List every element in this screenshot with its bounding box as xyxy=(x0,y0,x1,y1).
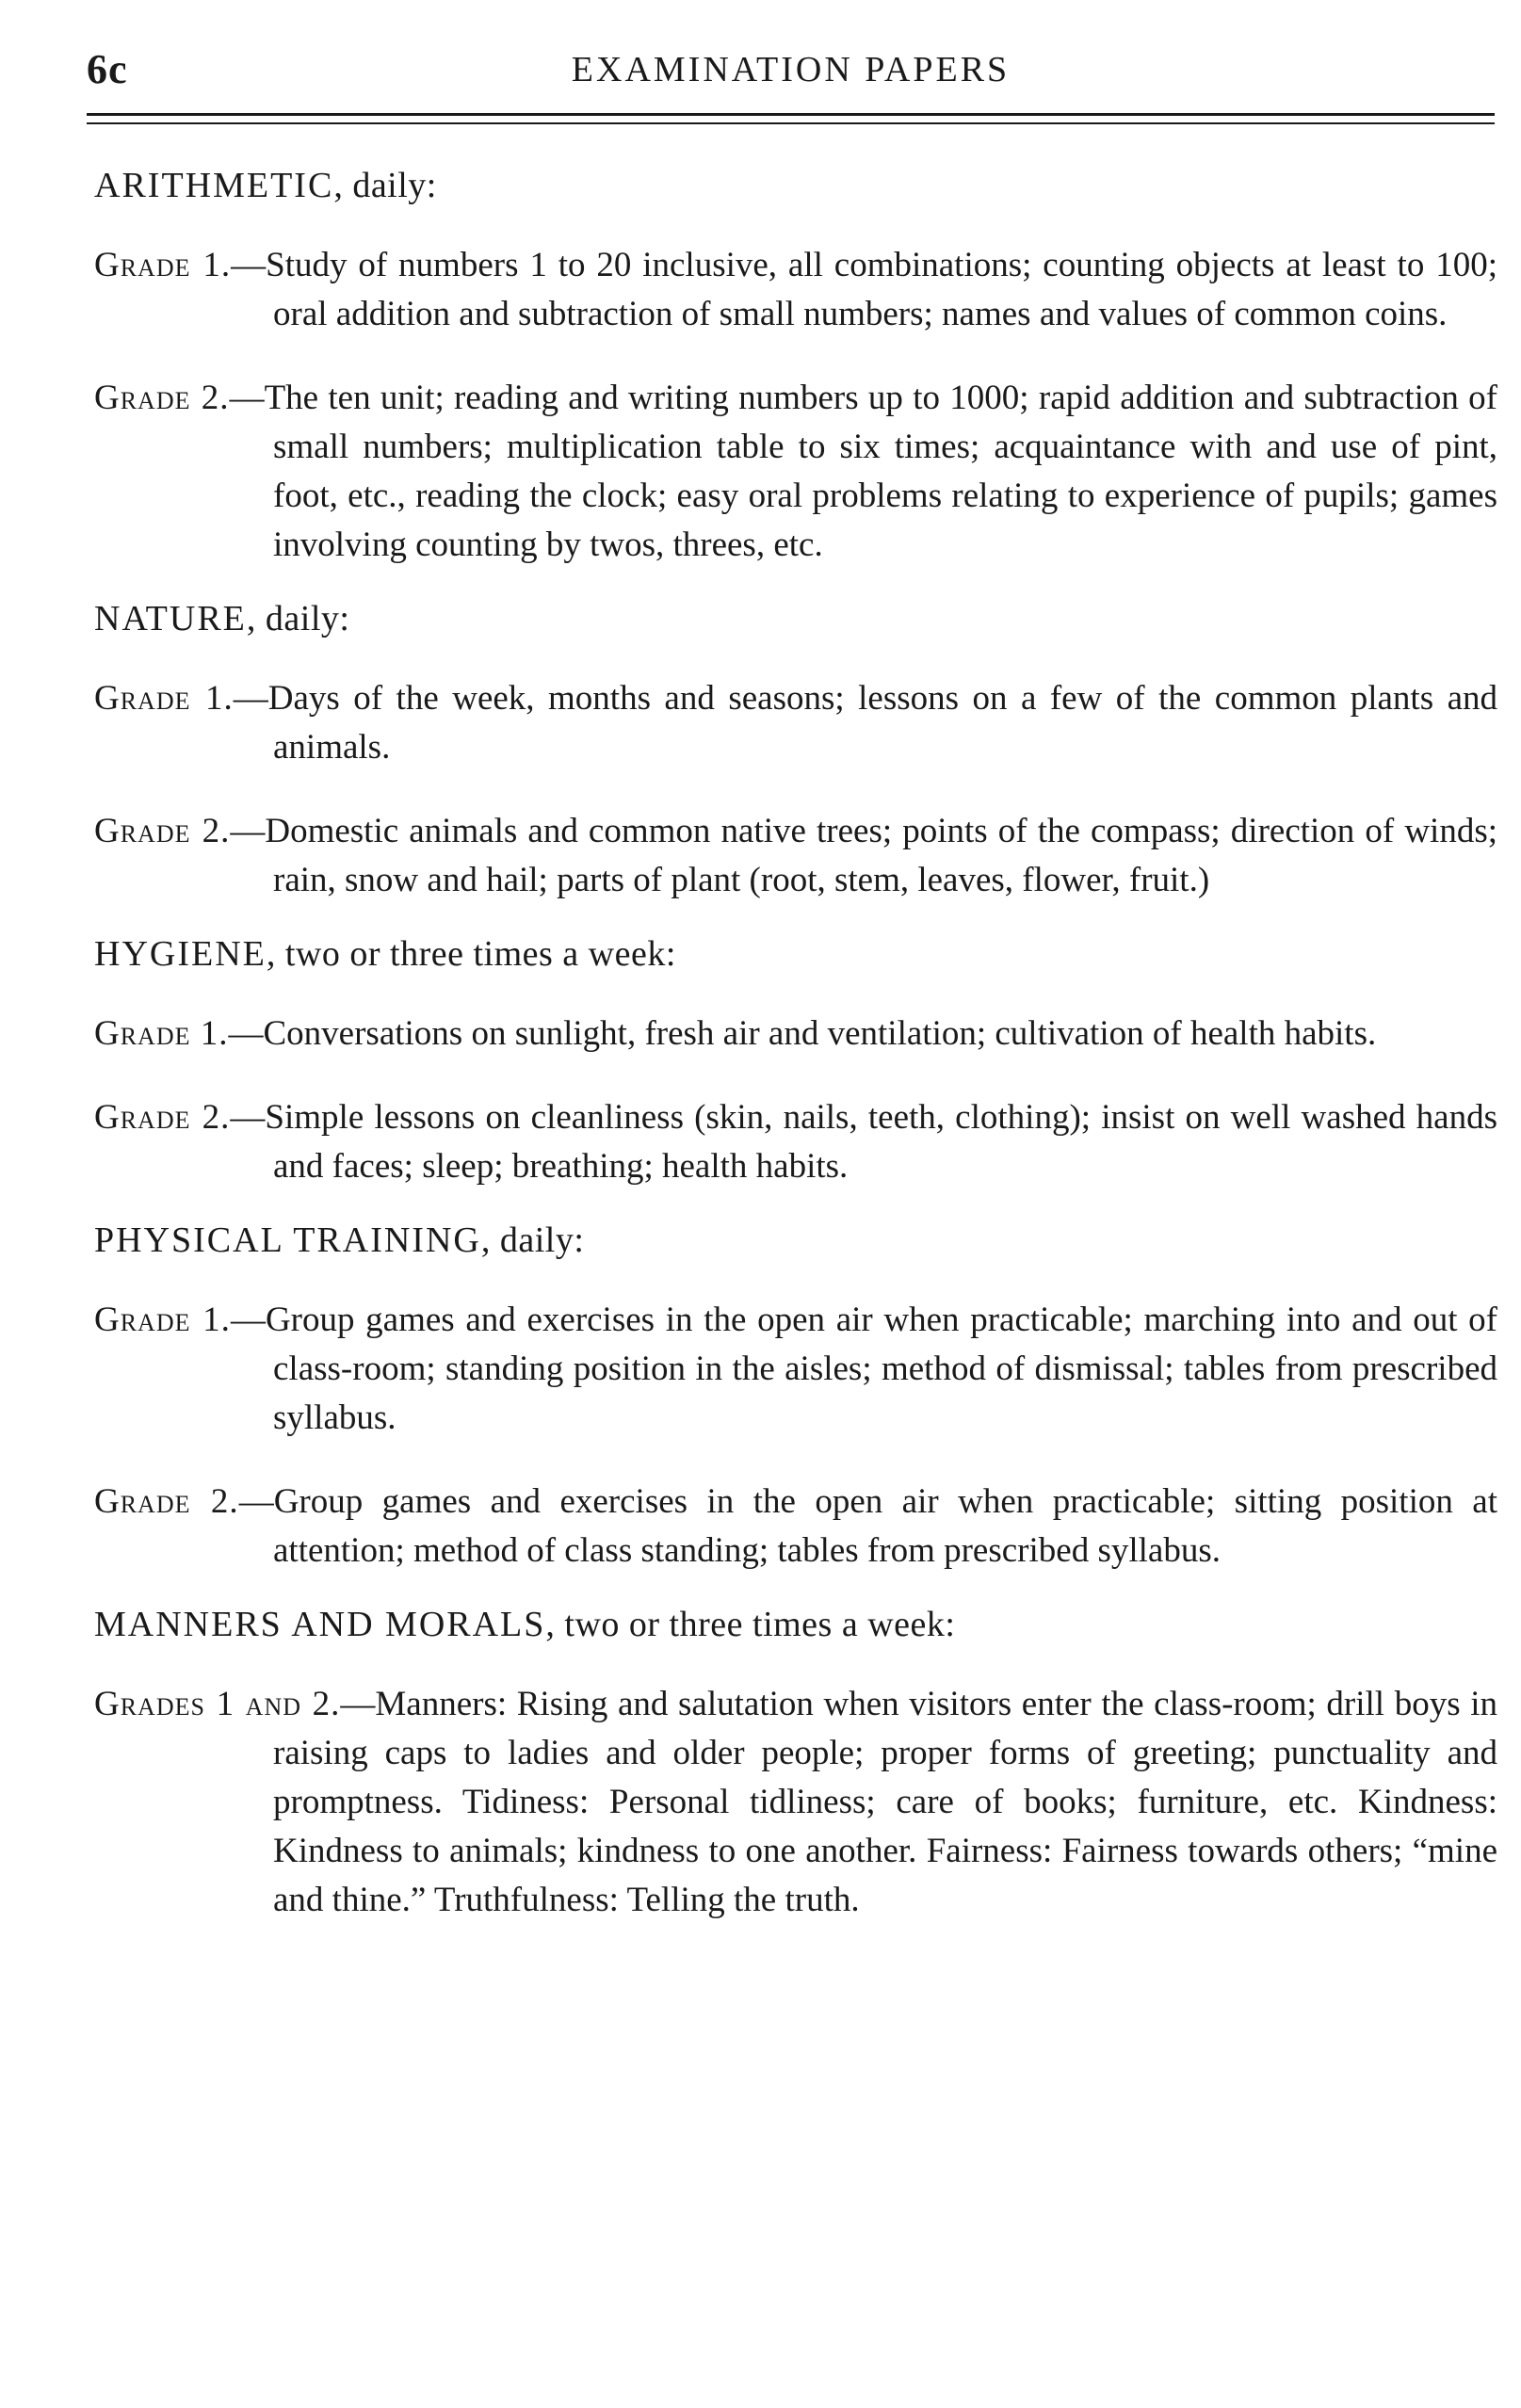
grade-text: —Manners: Rising and salutation when visitors enter the class-room; drill boys in raising caps to ladies and older people; proper forms of greeting; punctuality and promptness. Tidiness: Personal tidliness; care of books; furniture, etc. Kindness: Kindness to animals; kindness to one another. Fairness: Fairness towards others; “mine and thine.” Truthfulness: Telling the truth. xyxy=(273,1685,1497,1919)
section-heading xyxy=(94,598,1497,639)
grade-entry xyxy=(94,674,1497,772)
section-frequency: , two or three times a week: xyxy=(545,1605,956,1644)
grade-entry xyxy=(94,1093,1497,1191)
page-number: 6c xyxy=(87,46,128,92)
page-body xyxy=(94,165,1497,1953)
grade-entry xyxy=(94,374,1497,570)
grade-label: Grade 1. xyxy=(94,1014,229,1053)
grade-label: Grade 2. xyxy=(94,379,230,417)
section-subject: ARITHMETIC xyxy=(94,166,334,205)
grade-label: Grade 1. xyxy=(94,1301,231,1339)
grade-text: —Simple lessons on cleanliness (skin, nails, teeth, clothing); insist on well washed hands and faces; sleep; breathing; health habits. xyxy=(230,1098,1497,1186)
grade-text: —Conversations on sunlight, fresh air and ventilation; cultivation of health habits. xyxy=(228,1014,1377,1053)
running-title: EXAMINATION PAPERS xyxy=(571,50,1011,89)
grade-label: Grades 1 and 2. xyxy=(94,1685,341,1723)
grade-text: —Group games and exercises in the open air when practicable; marching into and out of class-room; standing position in the aisles; method of dismissal; tables from prescribed syllabus. xyxy=(230,1301,1497,1437)
section-frequency: , daily: xyxy=(480,1220,585,1260)
grade-label: Grade 1. xyxy=(94,679,234,718)
grade-label: Grade 2. xyxy=(94,812,231,850)
section-nature xyxy=(94,598,1497,905)
grade-entry xyxy=(94,1680,1497,1925)
grade-text: —The ten unit; reading and writing numbers up to 1000; rapid addition and subtraction of small numbers; multiplication table to six times; acquaintance with and use of pint, foot, etc., reading the clock; easy oral problems relating to experience of pupils; games involving counting by twos, threes, etc. xyxy=(229,379,1498,564)
grade-label: Grade 2. xyxy=(94,1482,239,1521)
page-header xyxy=(87,45,1495,102)
section-physical-training xyxy=(94,1220,1497,1576)
section-frequency: , daily: xyxy=(333,166,437,205)
grade-text: —Days of the week, months and seasons; lessons on a few of the common plants and animals. xyxy=(233,679,1497,767)
section-arithmetic xyxy=(94,165,1497,570)
section-heading xyxy=(94,165,1497,206)
section-heading xyxy=(94,1220,1497,1261)
section-subject: MANNERS AND MORALS xyxy=(94,1605,546,1644)
grade-label: Grade 2. xyxy=(94,1098,231,1137)
section-subject: HYGIENE xyxy=(94,934,267,974)
header-rule-top xyxy=(87,113,1495,116)
grade-entry xyxy=(94,1296,1497,1443)
grade-entry xyxy=(94,1010,1497,1059)
section-subject: PHYSICAL TRAINING xyxy=(94,1220,481,1260)
section-manners-and-morals xyxy=(94,1604,1497,1925)
grade-text: —Study of numbers 1 to 20 inclusive, all combinations; counting objects at least to 100; oral addition and subtraction of small numbers; names and values of common coins. xyxy=(231,246,1497,333)
grade-label: Grade 1. xyxy=(94,246,232,284)
grade-entry xyxy=(94,241,1497,339)
section-heading xyxy=(94,1604,1497,1645)
section-frequency: , daily: xyxy=(246,599,350,638)
section-hygiene xyxy=(94,933,1497,1191)
header-rule-bottom xyxy=(87,122,1495,124)
section-heading xyxy=(94,933,1497,975)
grade-text: —Group games and exercises in the open air when practicable; sitting position at attention; method of class standing; tables from prescribed syllabus. xyxy=(238,1482,1497,1570)
grade-entry xyxy=(94,1478,1497,1576)
section-frequency: , two or three times a week: xyxy=(266,934,676,974)
grade-entry xyxy=(94,807,1497,905)
section-subject: NATURE xyxy=(94,599,247,638)
grade-text: —Domestic animals and common native trees; points of the compass; direction of winds; rain, snow and hail; parts of plant (root, stem, leaves, flower, fruit.) xyxy=(230,812,1497,899)
